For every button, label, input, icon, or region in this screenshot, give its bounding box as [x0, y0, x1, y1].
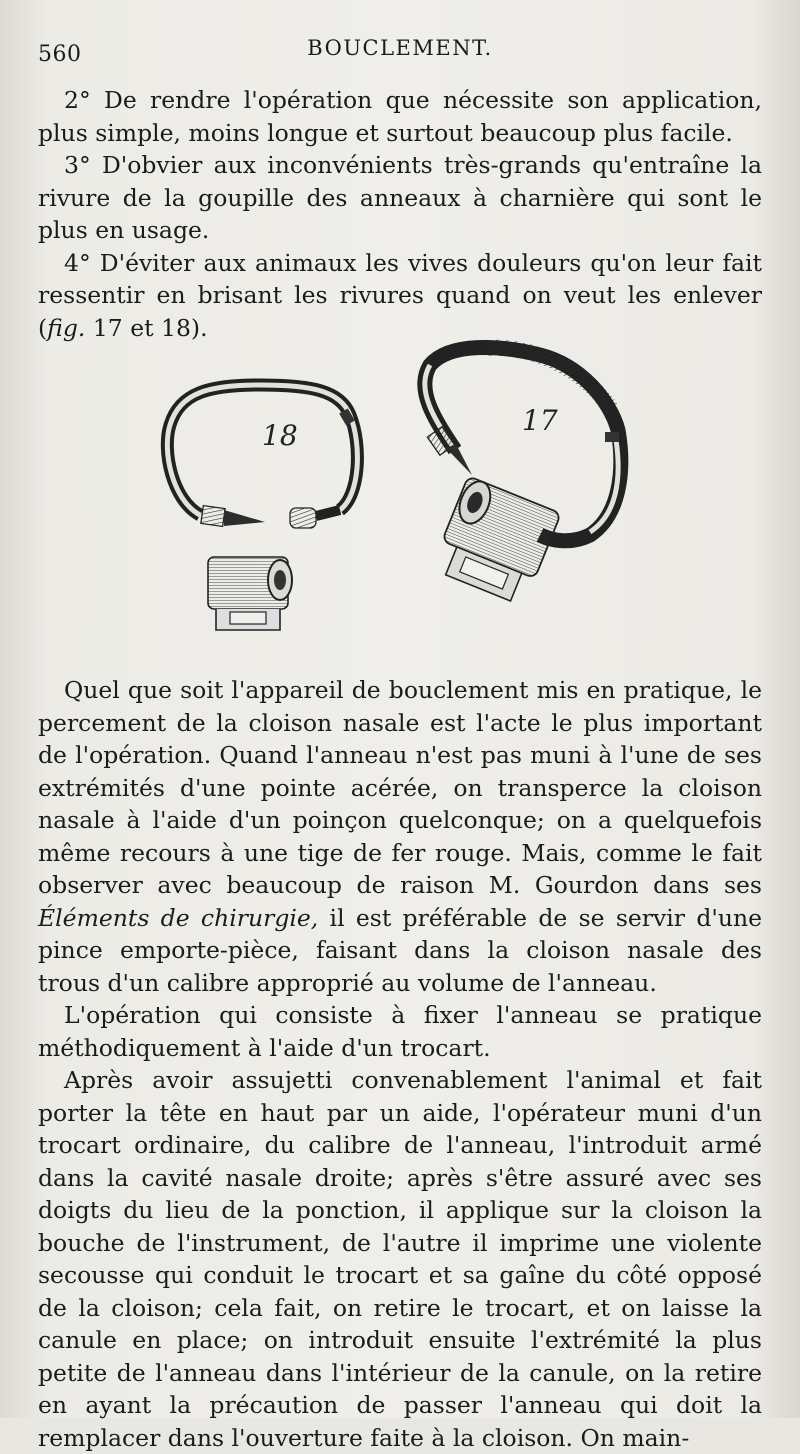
- procedure-paragraph: Après avoir assujetti convenablement l'animal et fait porter la tête en haut par un aide, l'opérateur muni d'un trocart ordinaire, du calibre de l'anneau, l'introduit armé dans la cavité nasale droite; après s'être assuré avec ses doigts du lieu de la ponction, il applique sur la cloison la bouche de l'instrument, de l'autre il imprime une violente secousse qui conduit le trocart et sa gaîne du côté opposé de la cloison; cela fait, on retire le trocart, et on laisse la canule en place; on introduit ensuite l'extrémité la plus petite de l'anneau dans l'intérieur de la canule, on la retire en ayant la précaution de passer l'anneau qui doit la remplacer dans l'ouverture faite à la cloison. On main-: [38, 1066, 762, 1452]
- main-text: [38, 674, 762, 1454]
- item-3-paragraph: 3° D'obvier aux inconvénients très-grands qu'entraîne la rivure de la goupille des anneaux à charnière qui sont le plus en usage.: [38, 151, 762, 244]
- nose-ring-engraving: [150, 330, 650, 650]
- page-number: 560: [38, 42, 82, 67]
- piercing-paragraph: [38, 674, 762, 999]
- figure-reference: fig.: [47, 313, 86, 342]
- ring-17-drawing: [425, 347, 621, 606]
- page-header: [38, 34, 762, 67]
- intro-list: [38, 84, 762, 344]
- trocart-paragraph: L'opération qui consiste à fixer l'anneau se pratique méthodiquement à l'aide d'un trocart.: [38, 1001, 762, 1062]
- piercing-text-end: il est préférable de se servir d'une pince emporte-pièce, faisant dans la cloison nasale des trous d'un calibre approprié au volume de l'anneau.: [38, 903, 763, 997]
- item-4-text-end: 17 et 18).: [85, 313, 208, 342]
- item-4-text: 4° D'éviter aux animaux les vives douleurs qu'on leur fait ressentir en brisant les rivures quand on veut les enlever (: [38, 248, 762, 342]
- nose-ring-figure: [150, 330, 650, 650]
- piercing-text: Quel que soit l'appareil de bouclement mis en pratique, le percement de la cloison nasale est l'acte le plus important de l'opération. Quand l'anneau n'est pas muni à l'une de ses extrémités d'une pointe acérée, on transperce la cloison nasale à l'aide d'un poinçon quelconque; on a quelquefois même recours à une tige de fer rouge. Mais, comme le fait observer avec beaucoup de raison M. Gourdon dans ses: [38, 676, 762, 899]
- figure-label-18: 18: [262, 419, 298, 452]
- running-head: BOUCLEMENT.: [307, 36, 493, 60]
- figure-label-17: 17: [522, 404, 558, 437]
- book-title: Éléments de chirurgie,: [38, 903, 319, 932]
- item-2-paragraph: 2° De rendre l'opération que nécessite son application, plus simple, moins longue et surtout beaucoup plus facile.: [38, 86, 762, 147]
